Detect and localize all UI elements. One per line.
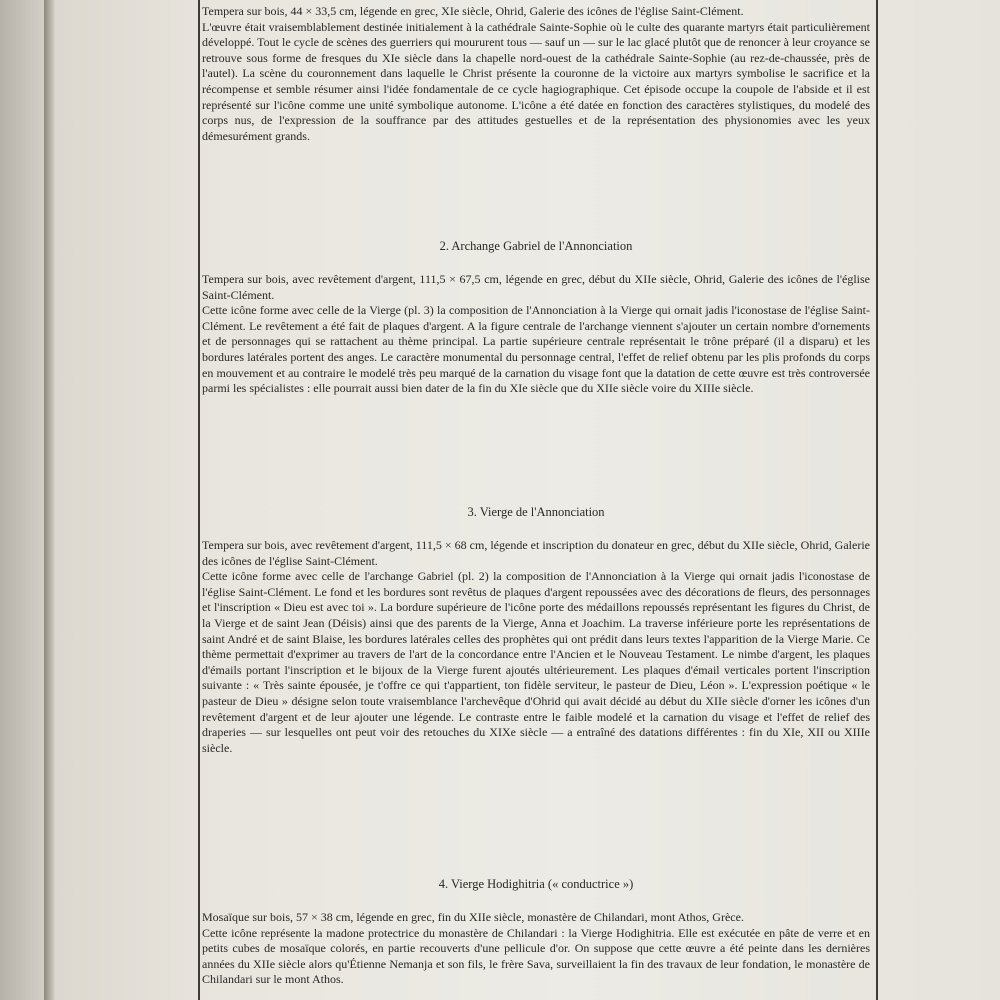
entry-1-description: L'œuvre était vraisemblablement destinée initialement à la cathédrale Sainte-Sophie où le culte des quarante martyrs était particulièrement développé. Tout le cycle de scènes des guerriers qui moururent tous — sauf un — sur le lac glacé plutôt que de renoncer à leur croyance se retrouve sous forme de fresques du XIe siècle dans la chapelle nord-ouest de la cathédrale Sainte-Sophie (au rez-de-chaussée, près de l'autel). La scène du couronnement dans laquelle le Christ présente la couronne de la victoire aux martyrs symbolise le sacrifice et la récompense et semble résumer ainsi l'idée fondamentale de ce cycle hagiographique. Cet épisode occupe la coupole de l'abside et il est représenté sur l'icône comme une unité symbolique autonome. L'icône a été datée en fonction des caractères stylistiques, du modelé des corps nus, de l'expression de la souffrance par des attitudes gestuelles et de la représentation des physionomies avec les yeux démesurément grands.: [202, 19, 870, 143]
page-text-column: [202, 0, 872, 1000]
entry-2-title: 2. Archange Gabriel de l'Annonciation: [439, 239, 633, 253]
facing-page-edge: [0, 0, 48, 1000]
entry-3: [202, 504, 870, 756]
entry-4: [202, 876, 870, 988]
entry-4-caption: Mosaïque sur bois, 57 × 38 cm, légende en grec, fin du XIIe siècle, monastère de Chilandari, mont Athos, Grèce.: [202, 910, 744, 924]
entry-1-caption: Tempera sur bois, 44 × 33,5 cm, légende en grec, XIe siècle, Ohrid, Galerie des icônes de l'église Saint-Clément.: [202, 4, 744, 18]
entry-4-title: 4. Vierge Hodighitria (« conductrice »): [438, 877, 634, 891]
entry-2-description: Cette icône forme avec celle de la Vierge (pl. 3) la composition de l'Annonciation à la Vierge qui ornait jadis l'iconostase de l'église Saint-Clément. Le revêtement a été fait de plaques d'argent. A la figure centrale de l'archange viennent s'ajouter un certain nombre d'ornements et de personnages qui se rattachent au thème principal. La partie supérieure centrale représentait le trône préparé (il a disparu) et les bordures latérales portent des anges. Le caractère monumental du personnage central, l'effet de relief obtenu par les plis profonds du corps en mouvement et au contraire le modelé très peu marqué de la carnation du visage font que la datation de cette œuvre est très controversée parmi les spécialistes : elle pourrait aussi bien dater de la fin du XIe siècle que du XIIe siècle voire du XIIIe siècle.: [202, 303, 870, 396]
entry-2-caption: Tempera sur bois, avec revêtement d'argent, 111,5 × 67,5 cm, légende en grec, début du XIIe siècle, Ohrid, Galerie des icônes de l'église Saint-Clément.: [202, 272, 870, 302]
entry-4-description: Cette icône représente la madone protectrice du monastère de Chilandari : la Vierge Hodighitria. Elle est exécutée en pâte de verre et en petits cubes de mosaïque colorés, en partie recouverts d'une pellicule d'or. On suppose que cette œuvre a été peinte dans les dernières années du XIIe siècle alors qu'Étienne Nemanja et son fils, le frère Sava, surveillaient la fin des travaux de leur fondation, le monastère de Chilandari sur le mont Athos.: [202, 925, 870, 987]
entry-2: [202, 238, 870, 397]
frame-rule-right: [876, 0, 878, 1000]
book-gutter: [44, 0, 56, 1000]
entry-3-description: Cette icône forme avec celle de l'archange Gabriel (pl. 2) la composition de l'Annonciation à la Vierge qui ornait jadis l'iconostase de l'église Saint-Clément. Le fond et les bordures sont revêtus de plaques d'argent repoussées avec des décorations de fleurs, des personnages et l'inscription « Dieu est avec toi ». La bordure supérieure de l'icône porte des médaillons repoussés représentant les figures du Christ, de la Vierge et de saint Jean (Déisis) ainsi que des parents de la Vierge, Anna et Joachim. La traverse inférieure porte les représentations de saint André et de saint Blaise, les bordures latérales celles des prophètes qui ont prédit dans leurs textes l'apparition de la Vierge Marie. Ce thème permettait d'exprimer au travers de l'art de la concordance entre l'Ancien et le Nouveau Testament. Le nimbe d'argent, les plaques d'émails portant l'inscription et le bijoux de la Vierge furent ajoutés ultérieurement. Les plaques d'émail verticales portent l'inscription suivante : « Très sainte épousée, je t'offre ce qui t'appartient, ton fidèle serviteur, le pasteur de Dieu, Léon ». L'expression poétique « le pasteur de Dieu » désigne selon toute vraisemblance l'archevêque d'Ohrid qui avait décidé au début du XIIe siècle d'orner les icônes d'un revêtement d'argent et de leur ajouter une légende. Le contraste entre le faible modelé et la carnation du visage et l'effet de relief des draperies — sur lesquelles ont peut voir des retouches du XIXe siècle — a entraîné des datations différentes : fin du XIe, XII ou XIIIe siècle.: [202, 569, 870, 755]
entry-3-title: 3. Vierge de l'Annonciation: [467, 505, 605, 519]
entry-1-continuation: [202, 4, 870, 144]
frame-rule-left: [198, 0, 200, 1000]
entry-3-caption: Tempera sur bois, avec revêtement d'argent, 111,5 × 68 cm, légende et inscription du donateur en grec, début du XIIe siècle, Ohrid, Galerie des icônes de l'église Saint-Clément.: [202, 538, 870, 568]
